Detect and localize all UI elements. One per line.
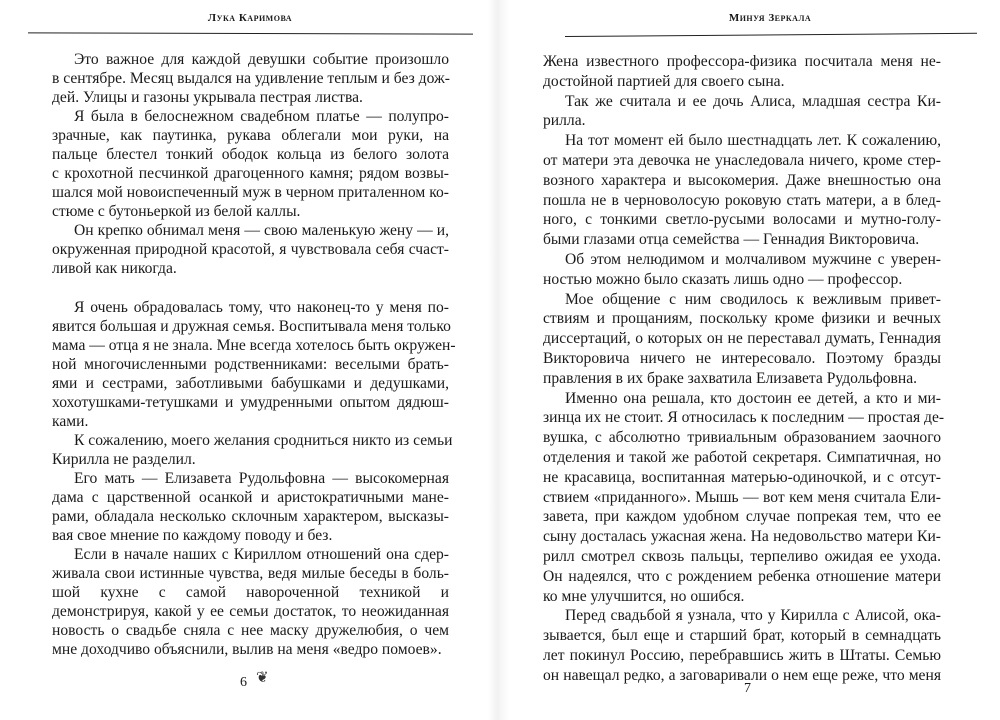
- right-page: [500, 0, 1000, 720]
- text-line: ями и сестрами, заботливыми бабушками и дедушками,: [52, 375, 449, 392]
- paragraph: [543, 606, 941, 685]
- text-line: пальце блестел тонкий ободок кольца из белого золота: [52, 146, 449, 163]
- text-line: рами, обладала несколько склочным характером, высказы-: [52, 508, 449, 525]
- text-line: демонстрируя, какой у ее семьи достаток, то неожиданная: [52, 603, 449, 620]
- text-line: Об этом нелюдимом и молчаливом мужчине с уверен-: [565, 250, 941, 268]
- text-line: окруженная природной красотой, я чувствовала себя счаст-: [52, 241, 449, 258]
- text-line: рилла.: [543, 112, 586, 130]
- header-rule: [28, 32, 473, 34]
- text-line: в сентябре. Месяц выдался на удивление теплым и без дож-: [52, 70, 450, 87]
- text-line: зинца их не стоит. Я относилась к последним — простая де-: [543, 409, 945, 427]
- paragraph: [52, 221, 449, 278]
- page-body: [52, 50, 456, 659]
- text-line: дама с царственной осанкой и аристократичными мане-: [52, 489, 449, 506]
- ornament-icon: ❦: [256, 670, 269, 686]
- text-line: мама — отца я не знала. Мне всегда хотелось быть окружен-: [52, 337, 456, 354]
- text-line: вушка, с абсолютно тривиальным образованием заочного: [543, 429, 941, 447]
- text-line: рилл смотрел сквозь пальцы, терпеливо ожидая ее ухода.: [543, 547, 941, 565]
- text-line: сыну досталась ужасная жена. На недовольство матери Ки-: [543, 528, 941, 546]
- text-line: Его мать — Елизавета Рудольфовна — высокомерная: [74, 470, 449, 487]
- text-line: ко мне улучшится, но ошибся.: [543, 587, 745, 605]
- paragraph: [543, 250, 941, 290]
- text-line: Я была в белоснежном свадебном платье — полупро-: [74, 108, 449, 125]
- text-line: ного, с тонкими светло-русыми волосами и мутно-голу-: [543, 211, 941, 229]
- page-number: 7: [744, 681, 751, 696]
- text-line: с крохотной песчинкой драгоценного камня; рядом возвы-: [52, 165, 449, 182]
- running-head-title: Минуя Зеркала: [728, 12, 812, 24]
- paragraph: [52, 469, 449, 545]
- header-rule: [565, 33, 977, 37]
- text-line: ностью можно было сказать лишь одно — профессор.: [543, 270, 903, 288]
- text-line: зрачные, как паутинка, рукава облегали мои руки, на: [52, 127, 449, 144]
- text-line: зывается, был еще и старший брат, который в семнадцать: [543, 627, 941, 645]
- text-line: живала свои истинные чувства, ведя милые беседы в боль-: [52, 565, 449, 582]
- text-line: Кирилла не разделил.: [52, 451, 196, 468]
- text-line: не красавица, воспитанная матерью-одиночкой, и с отсут-: [543, 468, 941, 486]
- text-line: Это важное для каждой девушки событие произошло: [74, 51, 449, 68]
- text-line: шой кухне с самой навороченной техникой и: [52, 584, 449, 601]
- text-line: Если в начале наших с Кириллом отношений она сдер-: [74, 546, 449, 563]
- paragraph: [543, 131, 941, 250]
- text-line: вая свое мнение по каждому поводу и без.: [52, 527, 333, 544]
- text-line: Викторовича ничего не интересовало. Поэтому бразды: [543, 349, 941, 367]
- section-break: [52, 278, 449, 298]
- text-line: Перед свадьбой я узнала, что у Кирилла с Алисой, ока-: [565, 607, 941, 625]
- paragraph: [52, 107, 449, 221]
- text-line: возного характера и высокомерия. Даже внешностью она: [543, 171, 941, 189]
- paragraph: [52, 50, 449, 107]
- text-line: хохотушками-тетушками и умудренными опытом дядюш-: [52, 394, 449, 411]
- text-line: достойной партией для своего сына.: [543, 72, 785, 90]
- text-line: лет покинул Россию, перебравшись жить в Штаты. Семью: [543, 646, 941, 664]
- page-body: [543, 52, 945, 686]
- paragraph: [52, 545, 449, 659]
- text-line: отделения и такой же работой секретаря. Симпатичная, но: [543, 448, 941, 466]
- text-line: новость о свадьбе сняла с нее маску дружелюбия, о чем: [52, 622, 449, 639]
- paragraph: [543, 52, 941, 92]
- text-line: ствием «приданного». Мышь — вот кем меня считала Ели-: [543, 488, 941, 506]
- paragraph: [543, 92, 941, 132]
- text-line: Он надеялся, что с рождением ребенка отношение матери: [543, 567, 941, 585]
- text-line: ной многочисленными родственниками: веселыми брать-: [52, 356, 449, 373]
- text-line: ливой как никогда.: [52, 260, 177, 277]
- text-line: явится большая и дружная семья. Воспитывала меня только: [52, 318, 451, 335]
- text-line: К сожалению, моего желания сродниться никто из семьи: [74, 432, 453, 449]
- text-line: завета, при каждом удобном случае попрекая тем, что ее: [543, 508, 941, 526]
- text-line: Мое общение с ним сводилось к вежливым привет-: [565, 290, 941, 308]
- text-line: ствиям и прощаниям, поскольку кроме физики и вечных: [543, 310, 941, 328]
- text-line: ками.: [52, 413, 89, 430]
- text-line: Он крепко обнимал меня — свою маленькую жену — и,: [74, 222, 449, 239]
- text-line: дей. Улицы и газоны укрывала пестрая листва.: [52, 89, 363, 106]
- paragraph: [52, 298, 456, 431]
- page-number: 6: [240, 675, 247, 690]
- paragraph: [543, 290, 941, 389]
- text-line: правления в их браке захватила Елизавета Рудольфовна.: [543, 369, 918, 387]
- text-line: от матери эта девочка не унаследовала ничего, кроме стер-: [543, 151, 941, 169]
- paragraph: [543, 389, 945, 607]
- text-line: стюме с бутоньеркой из белой каллы.: [52, 203, 301, 220]
- text-line: мне доходчиво объяснили, вылив на меня «ведро помоев».: [52, 641, 442, 658]
- running-head-author: Лука Каримова: [207, 12, 293, 24]
- text-line: диссертаций, о которых он не переставал думать, Геннадия: [543, 330, 941, 348]
- text-line: быми глазами отца семейства — Геннадия Викторовича.: [543, 231, 920, 249]
- paragraph: [52, 431, 453, 469]
- text-line: пошла не в черноволосую роковую стать матери, а в блед-: [543, 191, 941, 209]
- text-line: Жена известного профессора-физика посчитала меня не-: [543, 53, 941, 70]
- text-line: он навещал редко, а заговаривали о нем еще реже, что меня: [543, 666, 941, 684]
- text-line: Так же считала и ее дочь Алиса, младшая сестра Ки-: [565, 92, 941, 110]
- text-line: На тот момент ей было шестнадцать лет. К сожалению,: [565, 132, 941, 150]
- text-line: шался мой новоиспеченный муж в черном приталенном ко-: [52, 184, 449, 201]
- text-line: Именно она решала, кто достоин ее детей, а кто и ми-: [565, 389, 941, 407]
- text-line: Я очень обрадовалась тому, что наконец-то у меня по-: [74, 299, 449, 316]
